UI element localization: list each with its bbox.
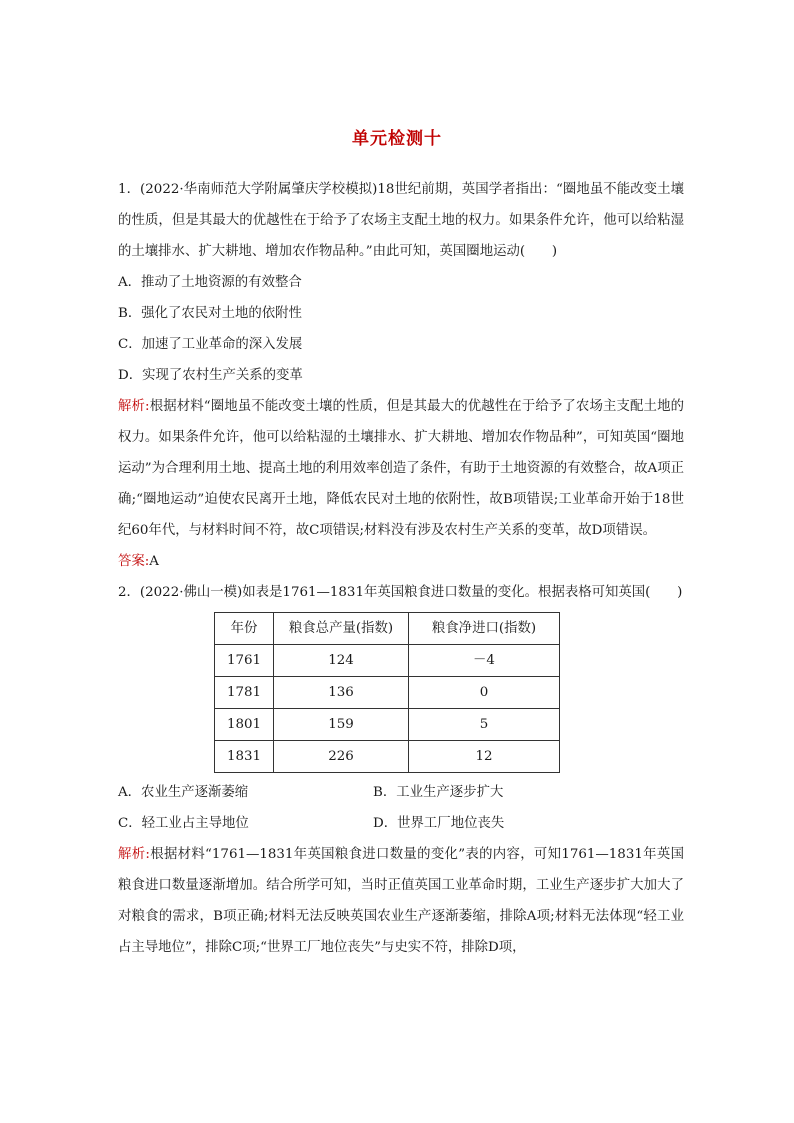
question-2-options-row-2 <box>118 808 684 839</box>
question-2-option-d: D．世界工厂地位丧失 <box>373 816 505 831</box>
table-cell: 124 <box>274 645 409 677</box>
table-header: 粮食总产量(指数) <box>274 613 409 645</box>
table-header: 粮食净进口(指数) <box>409 613 560 645</box>
table-cell: 159 <box>274 709 409 741</box>
table-cell: 1801 <box>215 709 274 741</box>
question-2-option-b: B．工业生产逐步扩大 <box>373 785 504 800</box>
table-cell: 1761 <box>215 645 274 677</box>
question-2-option-a: A．农业生产逐渐萎缩 <box>118 785 249 800</box>
question-1-stem: 1．(2022·华南师范大学附属肇庆学校模拟)18世纪前期，英国学者指出：“圈地虽不能改变土壤的性质，但是其最大的优越性在于给予了农场主支配土地的权力。如果条件允许，他可以给粘湿的土壤排水、扩大耕地、增加农作物品种。”由此可知，英国圈地运动( ) <box>118 182 684 259</box>
table-cell: 12 <box>409 741 560 773</box>
table-row <box>215 677 560 709</box>
question-2-analysis <box>118 839 684 963</box>
analysis-label: 解析: <box>118 847 150 862</box>
table-cell: 136 <box>274 677 409 709</box>
table-cell: 226 <box>274 741 409 773</box>
document-body <box>118 174 684 963</box>
table-row <box>215 709 560 741</box>
table-header: 年份 <box>215 613 274 645</box>
analysis-label: 解析: <box>118 399 150 414</box>
table-cell: －4 <box>409 645 560 677</box>
answer-value: A <box>149 554 159 569</box>
question-2-option-c: C．轻工业占主导地位 <box>118 816 249 831</box>
table-cell: 1781 <box>215 677 274 709</box>
answer-label: 答案: <box>118 554 150 569</box>
question-1-option-c: C．加速了工业革命的深入发展 <box>118 337 303 352</box>
question-2-options-row-1 <box>118 777 684 808</box>
table-header-row <box>215 613 560 645</box>
table-cell: 5 <box>409 709 560 741</box>
table-cell: 1831 <box>215 741 274 773</box>
question-1-option-b: B．强化了农民对土地的依附性 <box>118 306 302 321</box>
question-1-option-d: D．实现了农村生产关系的变革 <box>118 368 303 383</box>
page-title: 单元检测十 <box>352 129 442 149</box>
question-1-analysis <box>118 391 684 546</box>
question-1-answer <box>118 546 684 577</box>
question-1-option-a: A．推动了土地资源的有效整合 <box>118 275 302 290</box>
table-row <box>215 741 560 773</box>
analysis-text: 根据材料“圈地虽不能改变土壤的性质，但是其最大的优越性在于给予了农场主支配土地的权力。如果条件允许，他可以给粘湿的土壤排水、扩大耕地、增加农作物品种”，可知英国“圈地运动”为合理利用土地、提高土地的利用效率创造了条件，有助于土地资源的有效整合，故A项正确;“圈地运动”迫使农民离开土地，降低农民对土地的依附性，故B项错误;工业革命开始于18世纪60年代，与材料时间不符，故C项错误;材料没有涉及农村生产关系的变革，故D项错误。 <box>118 399 684 538</box>
question-2-stem: 2．(2022·佛山一模)如表是1761—1831年英国粮食进口数量的变化。根据表格可知英国( ) <box>118 585 683 600</box>
table-cell: 0 <box>409 677 560 709</box>
table-row <box>215 645 560 677</box>
grain-import-table <box>214 612 560 773</box>
analysis-text: 根据材料“1761—1831年英国粮食进口数量的变化”表的内容，可知1761—1831年英国粮食进口数量逐渐增加。结合所学可知，当时正值英国工业革命时期，工业生产逐步扩大加大了对粮食的需求，B项正确;材料无法反映英国农业生产逐渐萎缩，排除A项;材料无法体现“轻工业占主导地位”，排除C项;“世界工厂地位丧失”与史实不符，排除D项， <box>118 847 684 955</box>
